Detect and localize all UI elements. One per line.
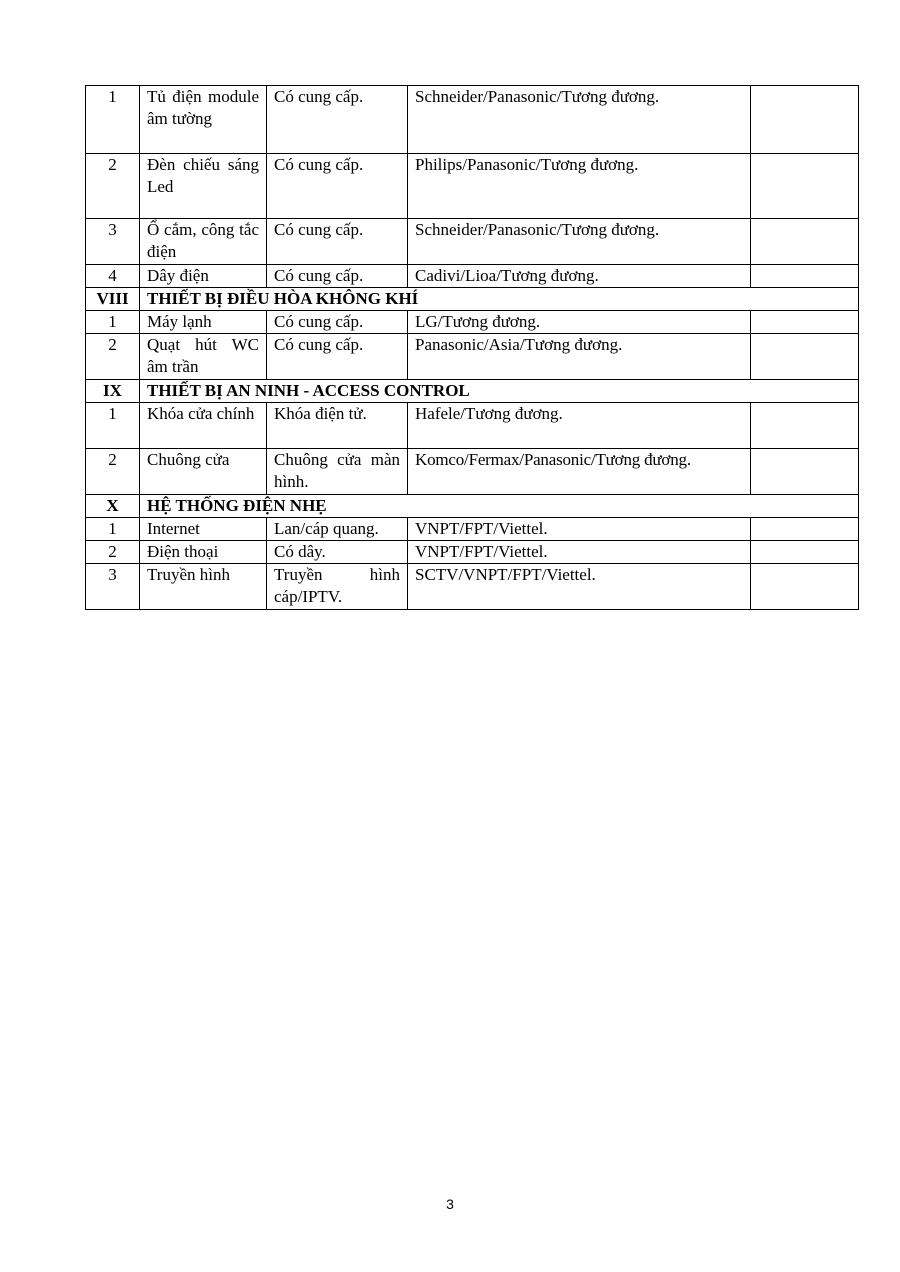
section-title: THIẾT BỊ ĐIỀU HÒA KHÔNG KHÍ	[140, 288, 859, 311]
item-spec: Có cung cấp.	[267, 86, 408, 154]
row-number: 1	[86, 311, 140, 334]
item-note	[751, 334, 859, 380]
row-number: 3	[86, 564, 140, 610]
item-spec: Có dây.	[267, 541, 408, 564]
section-code: X	[86, 495, 140, 518]
item-note	[751, 311, 859, 334]
table-row	[86, 518, 859, 541]
table-row	[86, 154, 859, 219]
item-brand: VNPT/FPT/Viettel.	[408, 541, 751, 564]
row-number: 3	[86, 219, 140, 265]
item-brand: Hafele/Tương đương.	[408, 403, 751, 449]
item-spec: Có cung cấp.	[267, 219, 408, 265]
row-number: 4	[86, 265, 140, 288]
table-row	[86, 449, 859, 495]
section-header-ix	[86, 380, 859, 403]
section-code: VIII	[86, 288, 140, 311]
item-spec: Có cung cấp.	[267, 265, 408, 288]
row-number: 2	[86, 449, 140, 495]
item-brand: Philips/Panasonic/Tương đương.	[408, 154, 751, 219]
table-row	[86, 403, 859, 449]
table-row	[86, 86, 859, 154]
item-name: Đèn chiếu sáng Led	[140, 154, 267, 219]
row-number: 2	[86, 334, 140, 380]
table-row	[86, 541, 859, 564]
item-note	[751, 86, 859, 154]
equipment-table	[85, 85, 859, 610]
item-brand: Schneider/Panasonic/Tương đương.	[408, 86, 751, 154]
item-brand: SCTV/VNPT/FPT/Viettel.	[408, 564, 751, 610]
item-brand: LG/Tương đương.	[408, 311, 751, 334]
item-note	[751, 541, 859, 564]
section-header-viii	[86, 288, 859, 311]
item-spec: Lan/cáp quang.	[267, 518, 408, 541]
table-row	[86, 564, 859, 610]
item-name: Truyền hình	[140, 564, 267, 610]
section-code: IX	[86, 380, 140, 403]
section-title: THIẾT BỊ AN NINH - ACCESS CONTROL	[140, 380, 859, 403]
row-number: 2	[86, 541, 140, 564]
item-spec: Có cung cấp.	[267, 154, 408, 219]
table-row	[86, 265, 859, 288]
row-number: 2	[86, 154, 140, 219]
item-spec: Chuông cửa màn hình.	[267, 449, 408, 495]
row-number: 1	[86, 518, 140, 541]
item-name: Dây điện	[140, 265, 267, 288]
item-name: Tủ điện module âm tường	[140, 86, 267, 154]
item-note	[751, 265, 859, 288]
item-note	[751, 564, 859, 610]
item-name: Khóa cửa chính	[140, 403, 267, 449]
item-spec: Có cung cấp.	[267, 311, 408, 334]
item-brand: Schneider/Panasonic/Tương đương.	[408, 219, 751, 265]
item-note	[751, 449, 859, 495]
row-number: 1	[86, 403, 140, 449]
item-note	[751, 154, 859, 219]
item-brand: Komco/Fermax/Panasonic/Tương đương.	[408, 449, 751, 495]
table-row	[86, 219, 859, 265]
item-spec: Truyền hình cáp/IPTV.	[267, 564, 408, 610]
section-header-x	[86, 495, 859, 518]
item-note	[751, 518, 859, 541]
item-brand: VNPT/FPT/Viettel.	[408, 518, 751, 541]
item-spec: Có cung cấp.	[267, 334, 408, 380]
table-row	[86, 311, 859, 334]
item-name: Internet	[140, 518, 267, 541]
item-name: Điện thoại	[140, 541, 267, 564]
table-row	[86, 334, 859, 380]
item-name: Máy lạnh	[140, 311, 267, 334]
page-number: 3	[446, 1196, 454, 1212]
item-name: Chuông cửa	[140, 449, 267, 495]
item-brand: Cadivi/Lioa/Tương đương.	[408, 265, 751, 288]
item-note	[751, 403, 859, 449]
item-name: Ổ cắm, công tắc điện	[140, 219, 267, 265]
row-number: 1	[86, 86, 140, 154]
item-spec: Khóa điện tử.	[267, 403, 408, 449]
item-note	[751, 219, 859, 265]
item-name: Quạt hút WC âm trần	[140, 334, 267, 380]
item-brand: Panasonic/Asia/Tương đương.	[408, 334, 751, 380]
section-title: HỆ THỐNG ĐIỆN NHẸ	[140, 495, 859, 518]
